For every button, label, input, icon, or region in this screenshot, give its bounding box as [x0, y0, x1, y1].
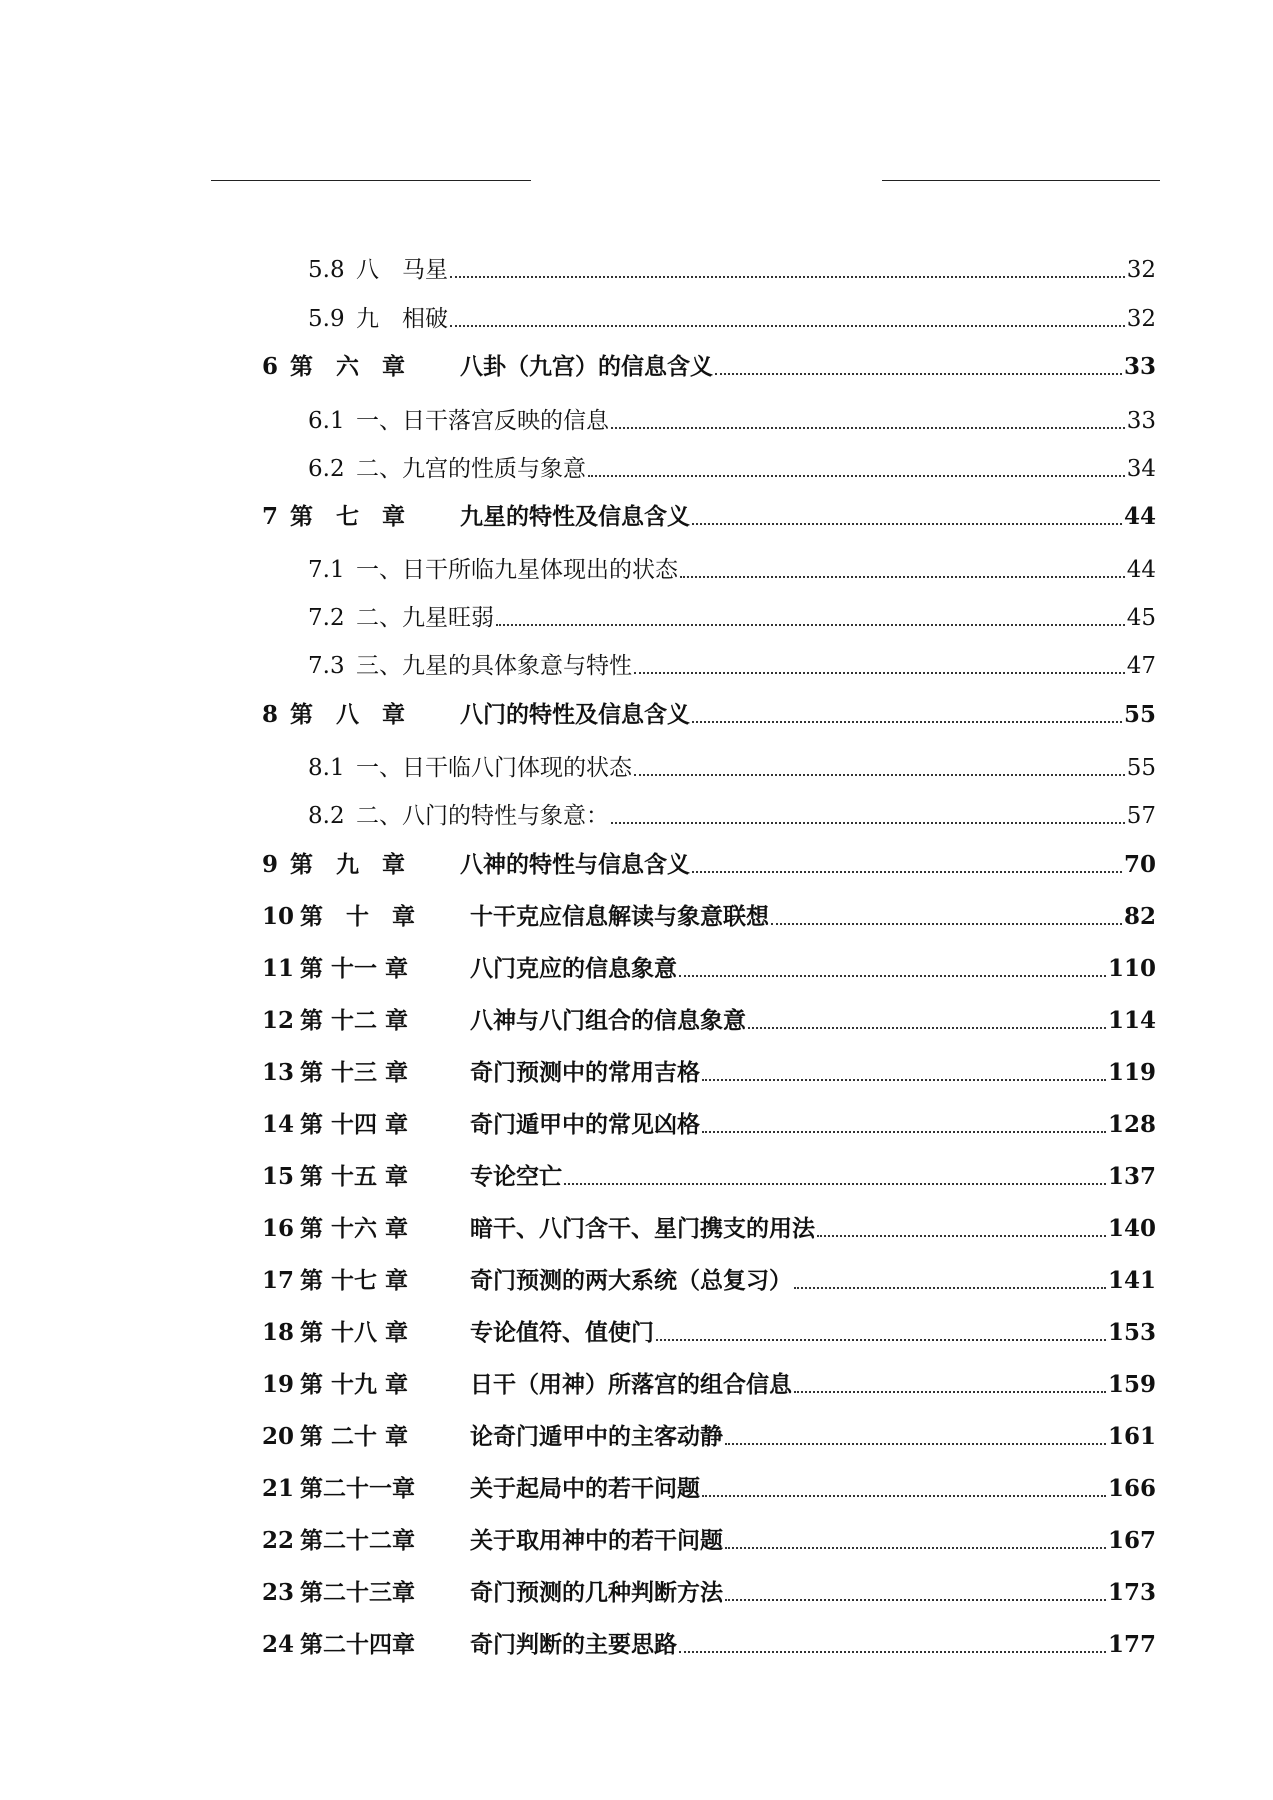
- toc-page-number: 137: [1107, 1163, 1156, 1190]
- toc-chapter-label: 第 二十 章: [300, 1423, 409, 1450]
- toc-page-number: 173: [1107, 1579, 1156, 1606]
- toc-section-entry[interactable]: [308, 245, 1156, 285]
- toc-chapter-entry[interactable]: [262, 1568, 1156, 1608]
- toc-entry-number: 24: [262, 1631, 295, 1658]
- toc-entry-number: 21: [262, 1475, 295, 1502]
- toc-entry-title: 二、九星旺弱: [356, 605, 494, 631]
- toc-dot-leader: [679, 1651, 1106, 1653]
- toc-entry-title: 日干（用神）所落宫的组合信息: [470, 1371, 792, 1398]
- toc-page-number: 55: [1123, 701, 1156, 728]
- toc-chapter-entry[interactable]: [262, 996, 1156, 1036]
- toc-dot-leader: [450, 325, 1125, 327]
- toc-chapter-entry[interactable]: [262, 944, 1156, 984]
- toc-chapter-entry[interactable]: [262, 1464, 1156, 1504]
- toc-section-entry[interactable]: [308, 641, 1156, 681]
- toc-chapter-entry[interactable]: [262, 1152, 1156, 1192]
- toc-page-number: 159: [1107, 1371, 1156, 1398]
- toc-entry-title: 关于取用神中的若干问题: [470, 1527, 723, 1554]
- toc-chapter-entry[interactable]: [262, 1308, 1156, 1348]
- toc-chapter-entry[interactable]: [262, 1048, 1156, 1088]
- toc-chapter-label: 第 十六 章: [300, 1215, 409, 1242]
- toc-dot-leader: [611, 822, 1125, 824]
- toc-section-entry[interactable]: [308, 396, 1156, 436]
- toc-page-number: 33: [1126, 408, 1156, 434]
- toc-dot-leader: [611, 427, 1125, 429]
- toc-chapter-label: 第 九 章: [290, 851, 405, 878]
- toc-entry-number: 6.1: [308, 408, 345, 434]
- toc-chapter-entry[interactable]: [262, 1256, 1156, 1296]
- toc-entry-title: 九星的特性及信息含义: [460, 503, 690, 530]
- toc-dot-leader: [680, 576, 1125, 578]
- toc-entry-title: 奇门预测的两大系统（总复习）: [470, 1267, 792, 1294]
- toc-page-number: 166: [1107, 1475, 1156, 1502]
- toc-dot-leader: [794, 1287, 1106, 1289]
- toc-chapter-label: 第二十一章: [300, 1475, 415, 1502]
- toc-dot-leader: [725, 1547, 1106, 1549]
- toc-section-entry[interactable]: [308, 294, 1156, 334]
- toc-entry-title: 奇门遁甲中的常见凶格: [470, 1111, 700, 1138]
- toc-chapter-label: 第 十四 章: [300, 1111, 409, 1138]
- toc-chapter-label: 第 七 章: [290, 503, 405, 530]
- toc-entry-number: 23: [262, 1579, 295, 1606]
- toc-dot-leader: [702, 1079, 1106, 1081]
- toc-dot-leader: [496, 624, 1125, 626]
- toc-entry-number: 10: [262, 903, 295, 930]
- toc-dot-leader: [564, 1183, 1106, 1185]
- toc-entry-title: 奇门预测的几种判断方法: [470, 1579, 723, 1606]
- toc-entry-number: 8.1: [308, 755, 345, 781]
- toc-entry-title: 奇门预测中的常用吉格: [470, 1059, 700, 1086]
- toc-dot-leader: [725, 1599, 1106, 1601]
- toc-chapter-entry[interactable]: [262, 892, 1156, 932]
- toc-chapter-label: 第 十七 章: [300, 1267, 409, 1294]
- toc-dot-leader: [771, 923, 1122, 925]
- toc-chapter-label: 第二十四章: [300, 1631, 415, 1658]
- toc-chapter-entry[interactable]: [262, 492, 1156, 532]
- toc-entry-number: 16: [262, 1215, 295, 1242]
- toc-entry-title: 专论值符、值使门: [470, 1319, 654, 1346]
- toc-chapter-entry[interactable]: [262, 1516, 1156, 1556]
- toc-entry-number: 8.2: [308, 803, 345, 829]
- toc-entry-title: 八卦（九宫）的信息含义: [460, 353, 713, 380]
- toc-entry-title: 九 相破: [356, 306, 448, 332]
- toc-dot-leader: [692, 721, 1122, 723]
- toc-chapter-label: 第 十五 章: [300, 1163, 409, 1190]
- toc-page-number: 44: [1126, 557, 1156, 583]
- toc-section-entry[interactable]: [308, 791, 1156, 831]
- toc-chapter-entry[interactable]: [262, 342, 1156, 382]
- toc-chapter-label: 第 十一 章: [300, 955, 409, 982]
- toc-dot-leader: [692, 523, 1122, 525]
- toc-entry-title: 一、日干落宫反映的信息: [356, 408, 609, 434]
- toc-chapter-label: 第 六 章: [290, 353, 405, 380]
- toc-entry-number: 7: [262, 503, 279, 530]
- toc-entry-number: 6: [262, 353, 279, 380]
- toc-entry-number: 22: [262, 1527, 295, 1554]
- toc-dot-leader: [450, 276, 1125, 278]
- toc-entry-number: 15: [262, 1163, 295, 1190]
- toc-dot-leader: [656, 1339, 1106, 1341]
- toc-entry-title: 八门克应的信息象意: [470, 955, 677, 982]
- toc-dot-leader: [692, 871, 1122, 873]
- toc-entry-number: 5.9: [308, 306, 345, 332]
- toc-dot-leader: [715, 373, 1122, 375]
- toc-page-number: 33: [1123, 353, 1156, 380]
- toc-page-number: 55: [1126, 755, 1156, 781]
- toc-entry-number: 12: [262, 1007, 295, 1034]
- toc-chapter-entry[interactable]: [262, 1360, 1156, 1400]
- toc-dot-leader: [679, 975, 1106, 977]
- toc-page-number: 177: [1107, 1631, 1156, 1658]
- toc-dot-leader: [794, 1391, 1106, 1393]
- toc-entry-title: 二、八门的特性与象意：: [356, 803, 609, 829]
- toc-entry-title: 三、九星的具体象意与特性: [356, 653, 632, 679]
- toc-entry-number: 13: [262, 1059, 295, 1086]
- toc-entry-title: 一、日干所临九星体现出的状态: [356, 557, 678, 583]
- toc-dot-leader: [817, 1235, 1106, 1237]
- toc-chapter-label: 第二十三章: [300, 1579, 415, 1606]
- toc-entry-title: 八 马星: [356, 257, 448, 283]
- toc-entry-title: 十干克应信息解读与象意联想: [470, 903, 769, 930]
- toc-page-number: 119: [1107, 1059, 1156, 1086]
- toc-entry-title: 专论空亡: [470, 1163, 562, 1190]
- toc-entry-number: 8: [262, 701, 279, 728]
- toc-entry-title: 八门的特性及信息含义: [460, 701, 690, 728]
- toc-page-number: 110: [1107, 955, 1156, 982]
- toc-chapter-label: 第 八 章: [290, 701, 405, 728]
- toc-page-number: 141: [1107, 1267, 1156, 1294]
- toc-page-number: 47: [1126, 653, 1156, 679]
- toc-chapter-label: 第 十二 章: [300, 1007, 409, 1034]
- toc-chapter-entry[interactable]: [262, 840, 1156, 880]
- toc-page-number: 140: [1107, 1215, 1156, 1242]
- toc-page-number: 34: [1126, 456, 1156, 482]
- toc-chapter-label: 第 十八 章: [300, 1319, 409, 1346]
- toc-page-number: 32: [1126, 306, 1156, 332]
- toc-page-number: 45: [1126, 605, 1156, 631]
- toc-entry-title: 八神的特性与信息含义: [460, 851, 690, 878]
- toc-section-entry[interactable]: [308, 444, 1156, 484]
- toc-entry-title: 奇门判断的主要思路: [470, 1631, 677, 1658]
- toc-entry-title: 论奇门遁甲中的主客动静: [470, 1423, 723, 1450]
- toc-page-number: 57: [1126, 803, 1156, 829]
- toc-dot-leader: [748, 1027, 1106, 1029]
- toc-page-number: 128: [1107, 1111, 1156, 1138]
- toc-entry-title: 二、九宫的性质与象意: [356, 456, 586, 482]
- toc-entry-number: 17: [262, 1267, 295, 1294]
- toc-chapter-entry[interactable]: [262, 1620, 1156, 1660]
- toc-chapter-label: 第 十九 章: [300, 1371, 409, 1398]
- toc-dot-leader: [702, 1495, 1106, 1497]
- toc-entry-title: 一、日干临八门体现的状态: [356, 755, 632, 781]
- toc-entry-number: 5.8: [308, 257, 345, 283]
- toc-page-number: 44: [1123, 503, 1156, 530]
- toc-entry-title: 关于起局中的若干问题: [470, 1475, 700, 1502]
- toc-chapter-entry[interactable]: [262, 1204, 1156, 1244]
- toc-entry-title: 八神与八门组合的信息象意: [470, 1007, 746, 1034]
- toc-dot-leader: [702, 1131, 1106, 1133]
- toc-entry-number: 11: [262, 955, 295, 982]
- toc-dot-leader: [588, 475, 1125, 477]
- toc-dot-leader: [725, 1443, 1106, 1445]
- toc-chapter-label: 第 十 章: [300, 903, 415, 930]
- toc-section-entry[interactable]: [308, 593, 1156, 633]
- toc-entry-number: 6.2: [308, 456, 345, 482]
- toc-dot-leader: [634, 672, 1125, 674]
- toc-entry-number: 19: [262, 1371, 295, 1398]
- toc-entry-number: 20: [262, 1423, 295, 1450]
- toc-chapter-entry[interactable]: [262, 690, 1156, 730]
- toc-entry-number: 7.3: [308, 653, 345, 679]
- toc-entry-number: 14: [262, 1111, 295, 1138]
- toc-entry-title: 暗干、八门含干、星门携支的用法: [470, 1215, 815, 1242]
- toc-page-number: 153: [1107, 1319, 1156, 1346]
- toc-chapter-label: 第二十二章: [300, 1527, 415, 1554]
- toc-chapter-entry[interactable]: [262, 1412, 1156, 1452]
- toc-chapter-label: 第 十三 章: [300, 1059, 409, 1086]
- toc-entry-number: 7.1: [308, 557, 345, 583]
- toc-page-number: 82: [1123, 903, 1156, 930]
- toc-chapter-entry[interactable]: [262, 1100, 1156, 1140]
- toc-entry-number: 18: [262, 1319, 295, 1346]
- toc-page-number: 167: [1107, 1527, 1156, 1554]
- toc-section-entry[interactable]: [308, 545, 1156, 585]
- toc-section-entry[interactable]: [308, 743, 1156, 783]
- toc-page-number: 161: [1107, 1423, 1156, 1450]
- toc-page-number: 32: [1126, 257, 1156, 283]
- toc-entry-number: 9: [262, 851, 279, 878]
- toc-page-number: 70: [1123, 851, 1156, 878]
- toc-entry-number: 7.2: [308, 605, 345, 631]
- toc-dot-leader: [634, 774, 1125, 776]
- toc-page-number: 114: [1107, 1007, 1156, 1034]
